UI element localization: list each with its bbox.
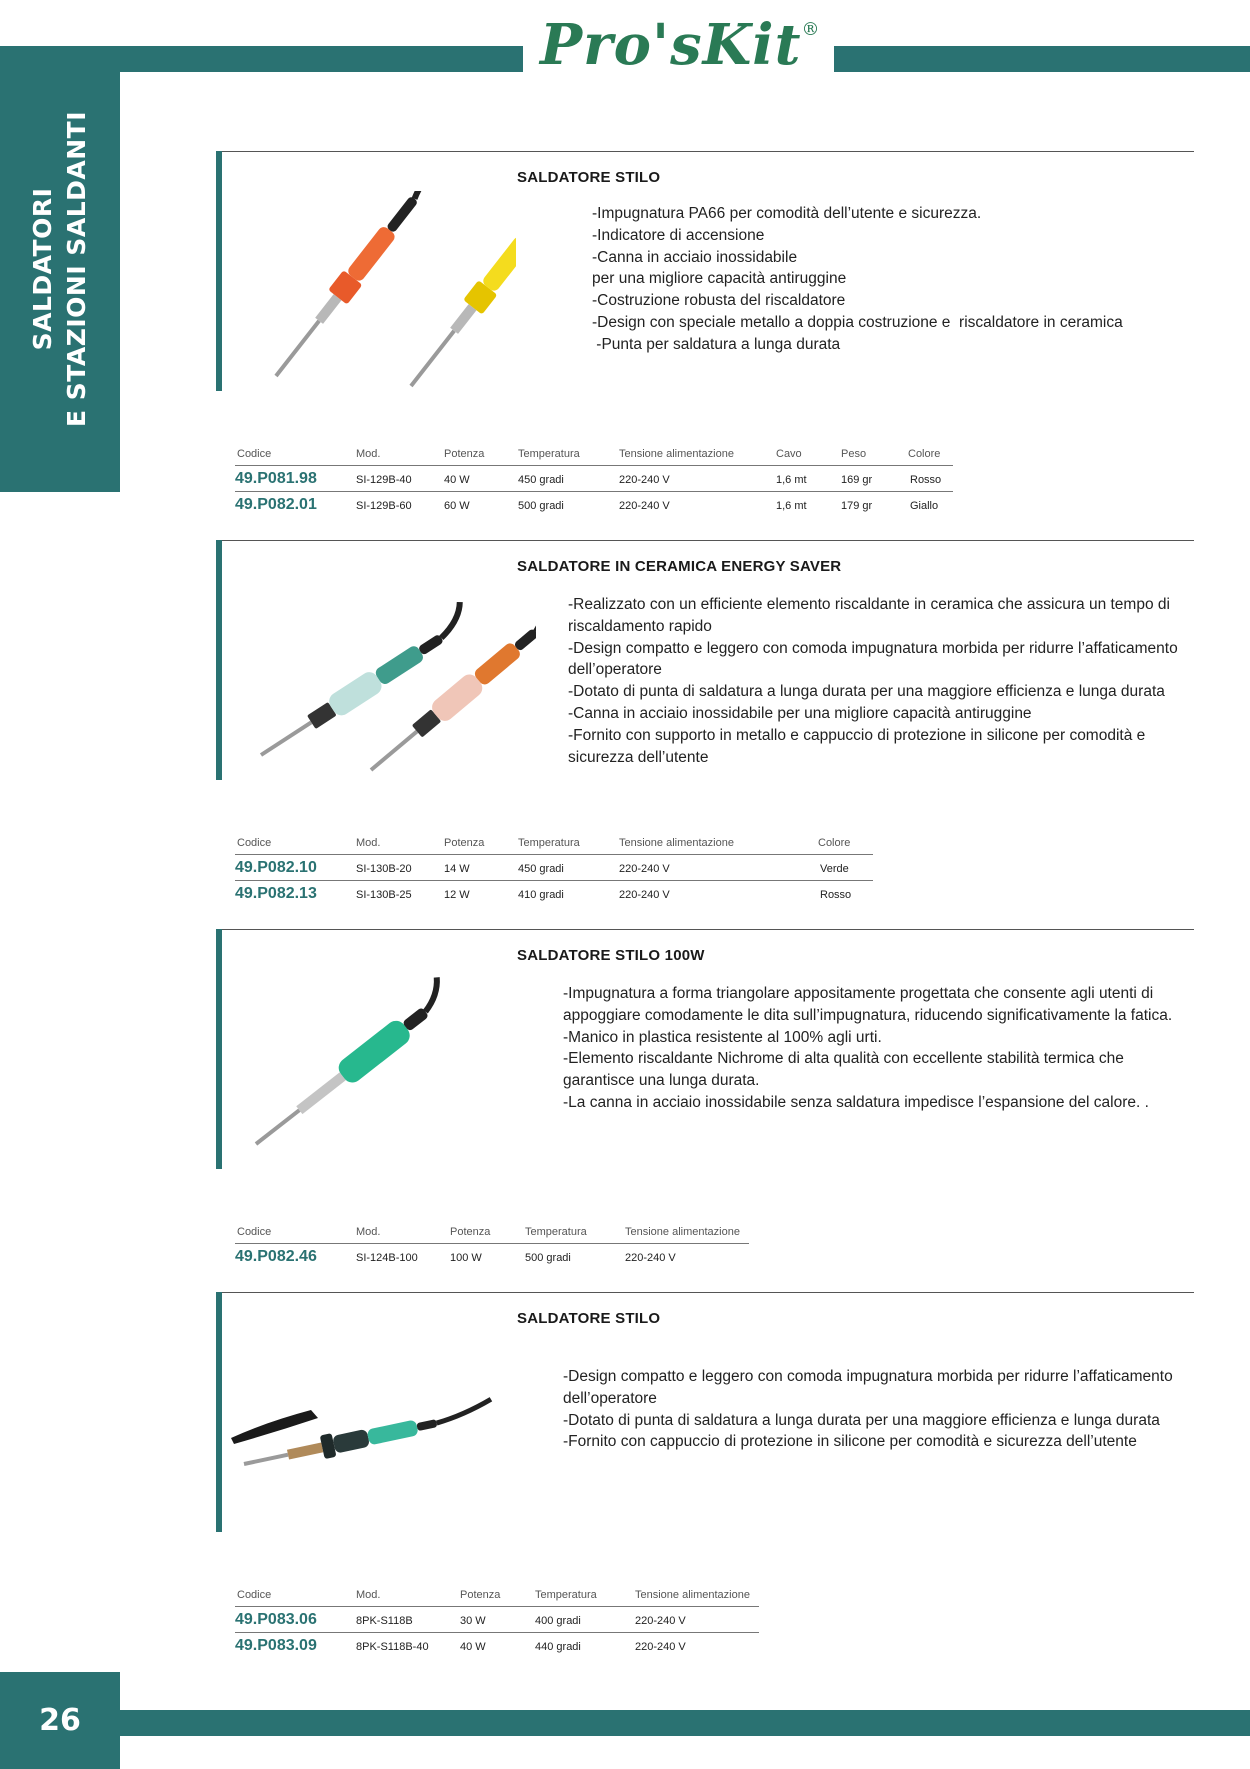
category-line-2: E STAZIONI SALDANTI: [62, 110, 91, 428]
section-accent-bar: [216, 1292, 222, 1532]
product-code: 49.P083.06: [235, 1611, 317, 1628]
product-code: 49.P083.09: [235, 1637, 317, 1654]
section-title: SALDATORE STILO: [517, 169, 661, 186]
feature-list: -Impugnatura a forma triangolare appositamente progettata che consente agli utenti di appoggiare comodamente le dita sull’impugnatura, riducendo significativamente la fatica. -Manico in plastica resistente al 100% agli urti. -Elemento riscaldante Nichrome di alta qualità con eccellente stabilità termica che garantisce una lunga durata. -La canna in acciaio inossidabile senza saldatura impedisce l’espansione del calore. .: [563, 985, 1173, 1111]
product-section-1: [216, 151, 1194, 391]
product-section-2: [216, 540, 1194, 780]
section-divider: [216, 1292, 1194, 1293]
section-accent-bar: [216, 151, 222, 391]
header-bar-right: [834, 46, 1250, 72]
soldering-iron-100w-image: [236, 969, 496, 1169]
category-line-1: SALDATORI: [28, 187, 57, 351]
product-code: 49.P082.46: [235, 1248, 317, 1265]
ceramic-soldering-iron-image: [236, 580, 536, 780]
page-number: 26: [39, 1703, 81, 1738]
section-divider: [216, 929, 1194, 930]
section-accent-bar: [216, 540, 222, 780]
section-title: SALDATORE STILO: [517, 1310, 661, 1327]
section-divider: [216, 151, 1194, 152]
product-code: 49.P081.98: [235, 470, 317, 487]
feature-list: -Impugnatura PA66 per comodità dell’utente e sicurezza. -Indicatore di accensione -Canna in acciaio inossidabile per una migliore capacità antiruggine -Costruzione robusta del riscaldatore -Design con speciale metallo a doppia costruzione e riscaldatore in ceramica -Punta per saldatura a lunga durata: [592, 205, 1123, 353]
brand-logo: Pro'sKit®: [540, 12, 821, 78]
feature-list: -Realizzato con un efficiente elemento riscaldante in ceramica che assicura un tempo di riscaldamento rapido -Design compatto e leggero con comoda impugnatura morbida per ridurre l’affaticamento dell’operatore -Dotato di punta di saldatura a lunga durata per una maggiore efficienza e lunga durata -Canna in acciaio inossidabile per una migliore capacità antiruggine -Fornito con supporto in metallo e cappuccio di protezione in silicone per comodità e sicurezza dell’utente: [568, 596, 1178, 766]
product-code: 49.P082.13: [235, 885, 317, 902]
section-accent-bar: [216, 929, 222, 1169]
footer-bar: [120, 1710, 1250, 1736]
soldering-iron-with-cap-image: [226, 1352, 506, 1482]
category-side-label: [0, 46, 120, 492]
section-divider: [216, 540, 1194, 541]
section-title: SALDATORE STILO 100W: [517, 947, 705, 964]
product-section-4: [216, 1292, 1194, 1532]
section-title: SALDATORE IN CERAMICA ENERGY SAVER: [517, 558, 842, 575]
feature-list: -Design compatto e leggero con comoda impugnatura morbida per ridurre l’affaticamento dell’operatore -Dotato di punta di saldatura a lunga durata per una maggiore efficienza e lunga durata -Fornito con cappuccio di protezione in silicone per comodità e sicurezza dell’utente: [563, 1368, 1173, 1451]
soldering-iron-red-yellow-image: [236, 191, 516, 391]
product-section-3: [216, 929, 1194, 1169]
product-code: 49.P082.10: [235, 859, 317, 876]
product-code: 49.P082.01: [235, 496, 317, 513]
